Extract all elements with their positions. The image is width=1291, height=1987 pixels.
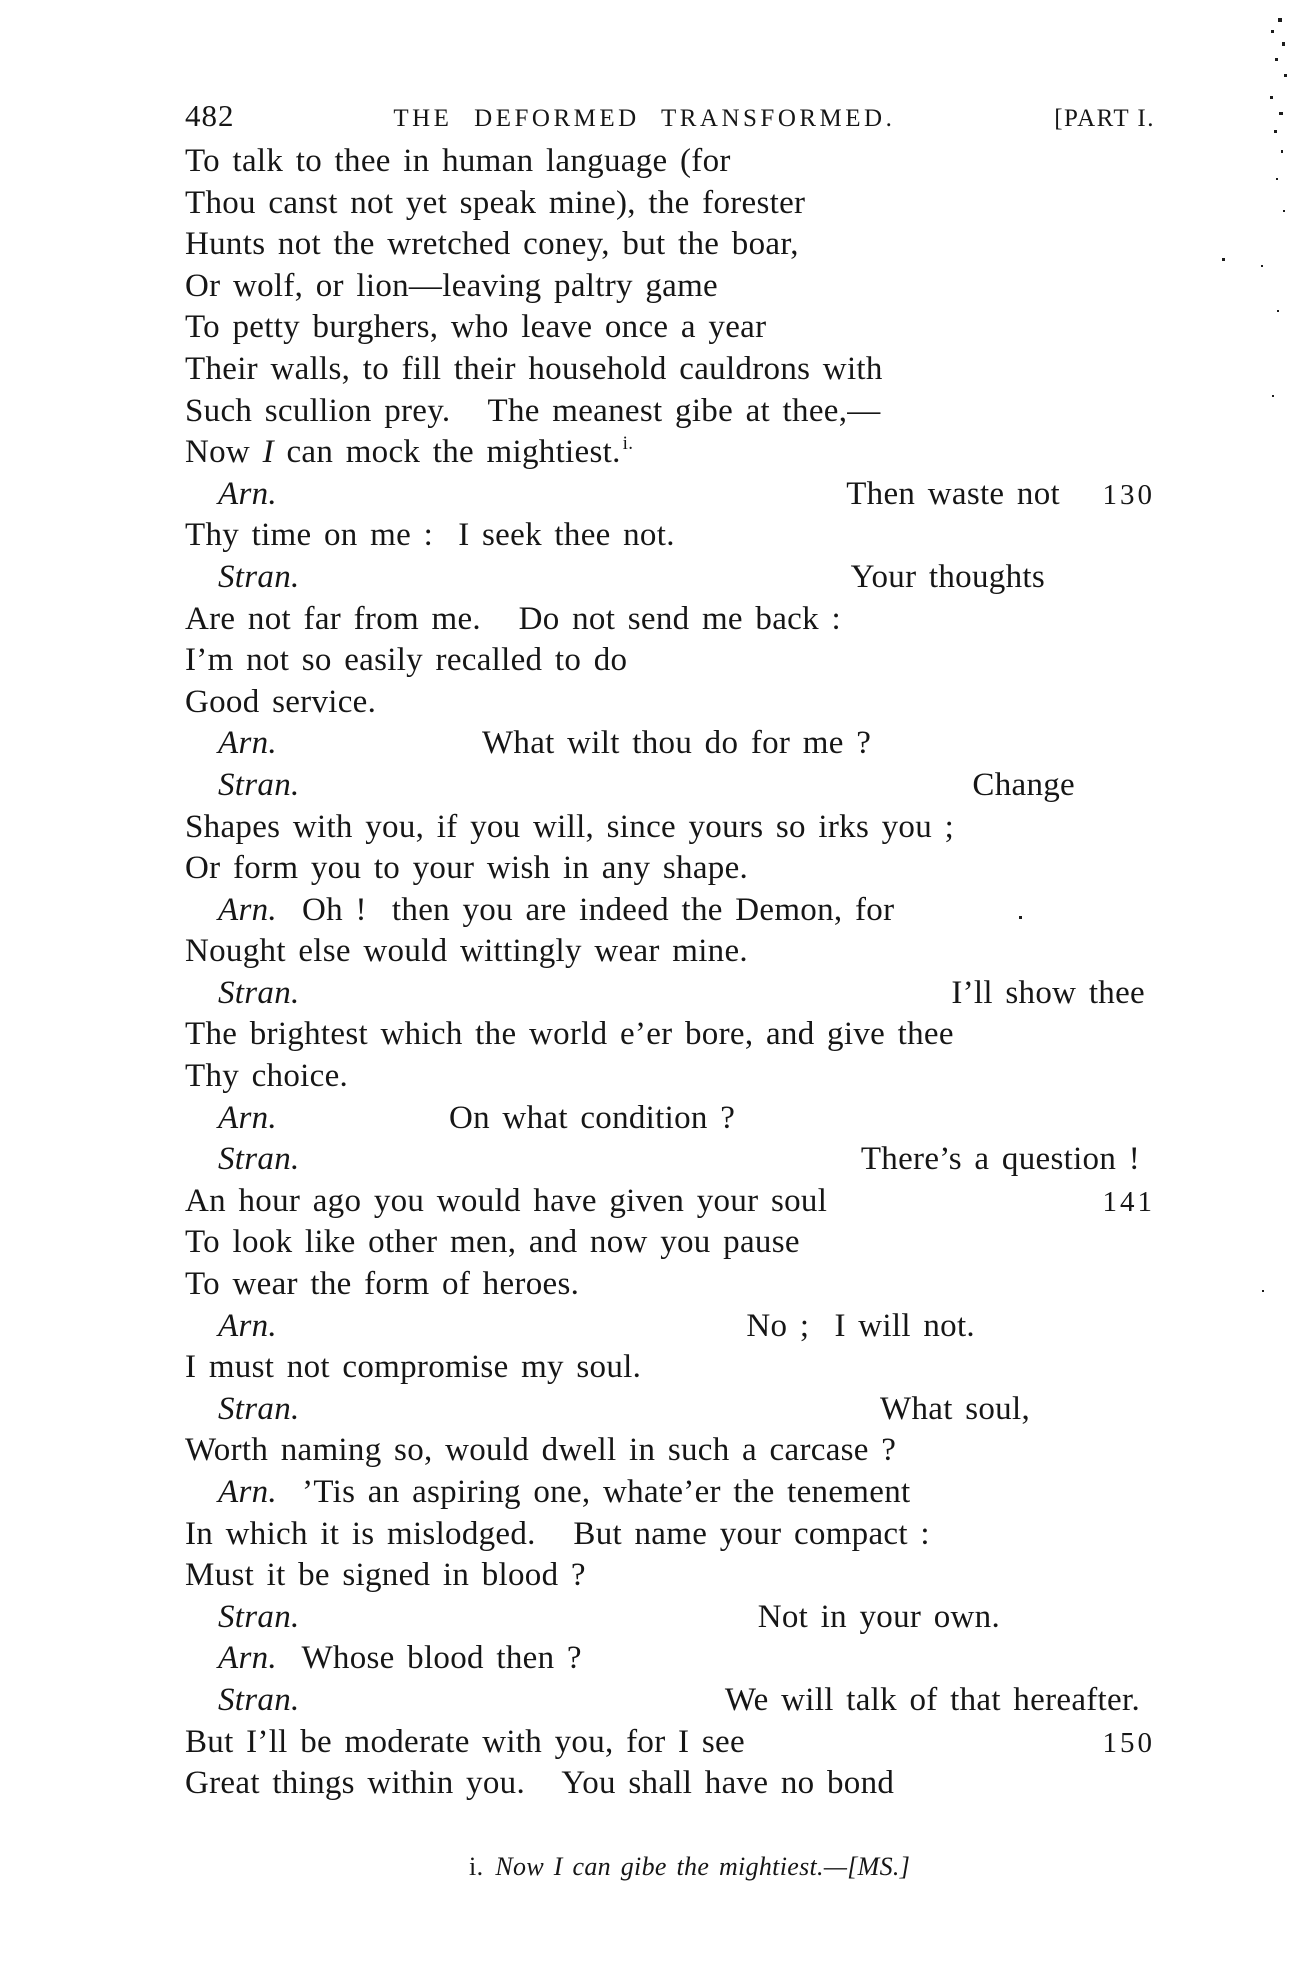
speaker-name: Arn. bbox=[218, 1640, 277, 1677]
line-text: Nought else would wittingly wear mine. bbox=[185, 933, 748, 970]
speech-continuation: Not in your own. bbox=[757, 1598, 1000, 1635]
line-text: Good service. bbox=[185, 683, 377, 720]
scan-speck bbox=[1277, 310, 1279, 312]
line-text: Oh ! then you are indeed the Demon, for bbox=[276, 891, 895, 928]
scan-speck bbox=[1274, 130, 1277, 133]
scan-speck bbox=[1262, 1290, 1264, 1292]
speech-continuation: I’ll show thee bbox=[951, 974, 1145, 1011]
dialogue-line bbox=[185, 723, 1155, 765]
speaker-name: Arn. bbox=[218, 1099, 277, 1136]
line-text: Thy time on me : I seek thee not. bbox=[185, 517, 675, 554]
verse-line bbox=[185, 224, 1155, 266]
line-text: I must not compromise my soul. bbox=[185, 1349, 642, 1386]
scan-speck bbox=[1282, 42, 1285, 46]
verse-line bbox=[185, 391, 1155, 433]
speaker-name: Stran. bbox=[218, 1598, 300, 1635]
speech-continuation: There’s a question ! bbox=[860, 1141, 1140, 1178]
verse-line bbox=[185, 682, 1155, 724]
speech-continuation: Change bbox=[972, 766, 1075, 803]
verse-line bbox=[185, 349, 1155, 391]
scan-speck bbox=[1270, 96, 1273, 99]
speaker-name: Stran. bbox=[218, 1681, 300, 1718]
line-text: Great things within you. You shall have no bond bbox=[185, 1765, 895, 1802]
line-text: An hour ago you would have given your soul bbox=[185, 1182, 828, 1219]
verse-line bbox=[185, 1514, 1155, 1556]
running-title: THE DEFORMED TRANSFORMED. bbox=[393, 105, 896, 132]
verse-line bbox=[185, 1555, 1155, 1597]
speech-continuation: What soul, bbox=[880, 1390, 1030, 1427]
line-text: ’Tis an aspiring one, whate’er the tenement bbox=[276, 1474, 911, 1510]
speaker-name: Stran. bbox=[218, 974, 300, 1011]
verse-line bbox=[185, 307, 1155, 349]
line-text: Must it be signed in blood ? bbox=[185, 1557, 586, 1594]
dialogue-line bbox=[185, 1139, 1155, 1181]
part-label: [PART I. bbox=[1054, 105, 1155, 132]
dialogue-line bbox=[185, 1098, 1155, 1140]
verse-line bbox=[185, 931, 1155, 973]
speaker-name: Stran. bbox=[218, 1390, 300, 1427]
verse-line bbox=[185, 1347, 1155, 1389]
line-text: Or form you to your wish in any shape. bbox=[185, 850, 749, 887]
line-text: Shapes with you, if you will, since yours so irks you ; bbox=[185, 808, 955, 845]
verse-line bbox=[185, 1722, 1155, 1764]
speaker-name: Arn. bbox=[218, 1307, 277, 1344]
line-text: Thou canst not yet speak mine), the forester bbox=[185, 184, 806, 221]
page-number: 482 bbox=[185, 98, 235, 133]
page-header bbox=[185, 98, 1155, 134]
speaker-name: Arn. bbox=[218, 891, 277, 928]
dialogue-line bbox=[185, 1680, 1155, 1722]
verse-line bbox=[185, 848, 1155, 890]
line-text: To talk to thee in human language (for bbox=[185, 143, 731, 179]
footnote-text: Now I can gibe the mightiest.—[MS.] bbox=[495, 1852, 911, 1881]
line-text: Whose blood then ? bbox=[276, 1640, 582, 1677]
speech-continuation: Then waste not bbox=[846, 475, 1060, 512]
dialogue-line bbox=[185, 557, 1155, 599]
dialogue-line bbox=[185, 890, 1155, 932]
speech-continuation: Your thoughts bbox=[850, 558, 1045, 595]
line-text: Now bbox=[185, 434, 263, 471]
scan-speck bbox=[1283, 210, 1285, 212]
scan-speck bbox=[1278, 18, 1282, 22]
speaker-name: Arn. bbox=[218, 725, 277, 762]
verse-line bbox=[185, 183, 1155, 225]
text-block bbox=[185, 141, 1155, 1805]
line-text: can mock the mightiest. bbox=[273, 434, 621, 471]
speaker-name: Arn. bbox=[218, 1474, 277, 1510]
dialogue-line bbox=[185, 474, 1155, 516]
verse-line bbox=[185, 432, 1155, 474]
scan-speck bbox=[1281, 150, 1283, 153]
scan-speck bbox=[1284, 74, 1287, 77]
speech-continuation: On what condition ? bbox=[448, 1099, 736, 1136]
verse-line bbox=[185, 266, 1155, 308]
line-text: Hunts not the wretched coney, but the boar, bbox=[185, 226, 799, 263]
line-text: To petty burghers, who leave once a year bbox=[185, 309, 767, 346]
speaker-name: Stran. bbox=[218, 558, 300, 595]
line-text: Thy choice. bbox=[185, 1058, 349, 1095]
scan-speck bbox=[1271, 30, 1274, 33]
verse-line bbox=[185, 1181, 1155, 1223]
verse-line bbox=[185, 1763, 1155, 1805]
line-text-italic: I bbox=[262, 434, 274, 471]
dialogue-line bbox=[185, 1389, 1155, 1431]
line-number: 141 bbox=[1102, 1185, 1155, 1218]
speech-continuation: What wilt thou do for me ? bbox=[481, 725, 872, 762]
dialogue-line bbox=[185, 1472, 1155, 1514]
line-text: Their walls, to fill their household cauldrons with bbox=[185, 350, 883, 387]
line-text: To wear the form of heroes. bbox=[185, 1266, 580, 1303]
scan-speck bbox=[1276, 178, 1278, 180]
verse-line bbox=[185, 141, 1155, 183]
line-text: Such scullion prey. The meanest gibe at thee,— bbox=[185, 392, 881, 429]
scan-speck bbox=[1279, 112, 1283, 115]
dialogue-line bbox=[185, 1306, 1155, 1348]
speaker-name: Arn. bbox=[218, 475, 277, 512]
scan-speck bbox=[1272, 395, 1274, 397]
line-text: The brightest which the world e’er bore, and give thee bbox=[185, 1016, 954, 1053]
footnote-ref: i. bbox=[622, 433, 634, 455]
scan-speck bbox=[1019, 916, 1022, 919]
line-text: Worth naming so, would dwell in such a carcase ? bbox=[185, 1432, 897, 1469]
verse-line bbox=[185, 807, 1155, 849]
verse-line bbox=[185, 599, 1155, 641]
verse-line bbox=[185, 515, 1155, 557]
speaker-name: Stran. bbox=[218, 1141, 300, 1178]
verse-line bbox=[185, 1430, 1155, 1472]
footnote-marker: i. bbox=[469, 1852, 484, 1881]
speech-continuation: No ; I will not. bbox=[746, 1307, 975, 1344]
scan-speck bbox=[1222, 258, 1225, 261]
verse-line bbox=[185, 1014, 1155, 1056]
speaker-name: Stran. bbox=[218, 766, 300, 803]
line-text: Or wolf, or lion—leaving paltry game bbox=[185, 267, 719, 304]
line-number: 130 bbox=[1102, 478, 1155, 511]
speech-continuation: We will talk of that hereafter. bbox=[724, 1681, 1140, 1718]
verse-line bbox=[185, 640, 1155, 682]
line-number: 150 bbox=[1102, 1726, 1155, 1759]
line-text: In which it is mislodged. But name your compact : bbox=[185, 1515, 930, 1552]
verse-line bbox=[185, 1056, 1155, 1098]
line-text: But I’ll be moderate with you, for I see bbox=[185, 1723, 745, 1760]
scan-speck bbox=[1261, 265, 1263, 267]
scan-speck bbox=[1275, 58, 1278, 61]
line-text: To look like other men, and now you pause bbox=[185, 1224, 800, 1261]
dialogue-line bbox=[185, 765, 1155, 807]
line-text: Are not far from me. Do not send me back : bbox=[185, 600, 841, 637]
dialogue-line bbox=[185, 1597, 1155, 1639]
verse-line bbox=[185, 1222, 1155, 1264]
dialogue-line bbox=[185, 1638, 1155, 1680]
verse-line bbox=[185, 1264, 1155, 1306]
line-text: I’m not so easily recalled to do bbox=[185, 642, 628, 679]
dialogue-line bbox=[185, 973, 1155, 1015]
footnote bbox=[185, 1822, 1155, 1912]
